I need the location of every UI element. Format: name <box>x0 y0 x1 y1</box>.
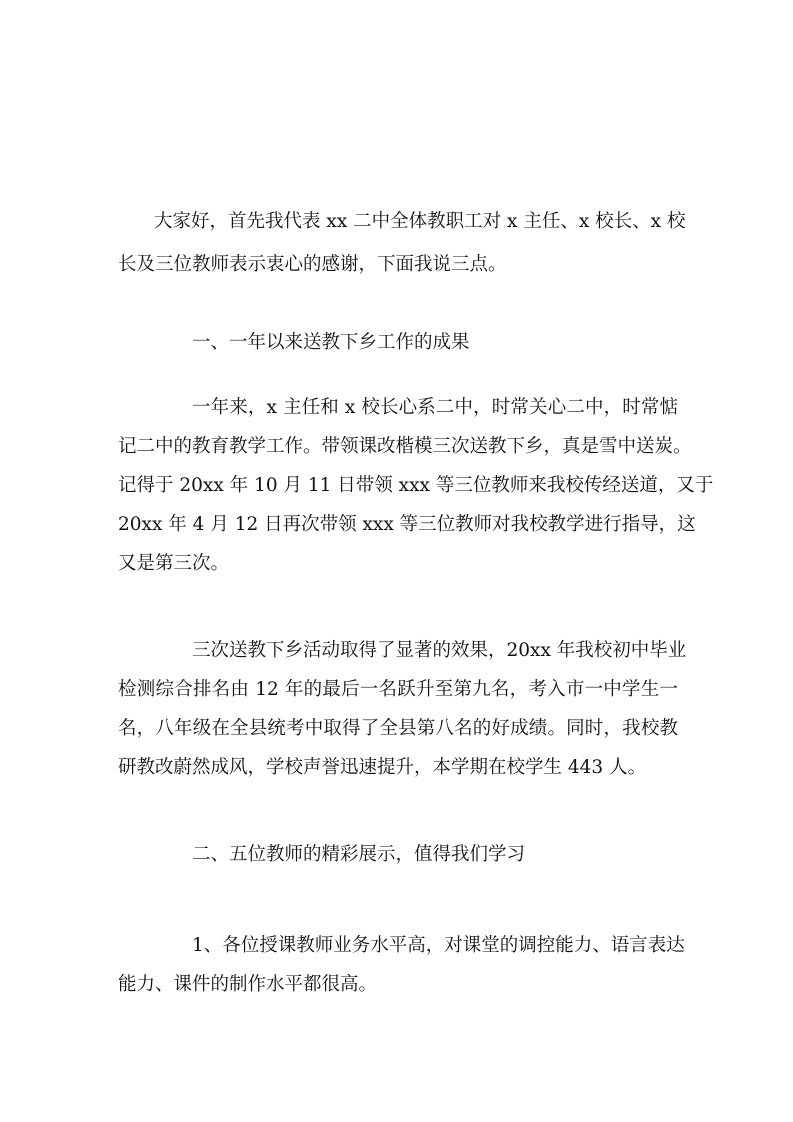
paragraph-achievements-2-line-1: 三次送教下乡活动取得了显著的效果，20xx 年我校初中毕业 <box>192 640 687 661</box>
paragraph-achievements-2-line-3: 名，八年级在全县统考中取得了全县第八名的好成绩。同时，我校教 <box>118 718 678 739</box>
paragraph-point-1-line-1: 1、各位授课教师业务水平高，对课堂的调控能力、语言表达 <box>192 935 685 956</box>
paragraph-greeting-line-1: 大家好，首先我代表 xx 二中全体教职工对 x 主任、x 校长、x 校 <box>154 211 686 232</box>
paragraph-achievements-1-line-4: 20xx 年 4 月 12 日再次带领 xxx 等三位教师对我校教学进行指导，这 <box>118 514 696 535</box>
paragraph-achievements-1-line-3: 记得于 20xx 年 10 月 11 日带领 xxx 等三位教师来我校传经送道，又于 <box>118 475 714 496</box>
paragraph-point-1-line-2: 能力、课件的制作水平都很高。 <box>118 974 378 995</box>
section-heading-1: 一、一年以来送教下乡工作的成果 <box>192 332 470 353</box>
paragraph-achievements-2-line-4: 研教改蔚然成风，学校声誉迅速提升，本学期在校学生 443 人。 <box>118 757 647 778</box>
paragraph-achievements-1-line-1: 一年来，x 主任和 x 校长心系二中，时常关心二中，时常惦 <box>192 397 678 418</box>
section-heading-2: 二、五位教师的精彩展示，值得我们学习 <box>192 844 526 865</box>
paragraph-achievements-1-line-5: 又是第三次。 <box>118 553 230 574</box>
paragraph-achievements-2-line-2: 检测综合排名由 12 年的最后一名跃升至第九名，考入市一中学生一 <box>118 679 678 700</box>
paragraph-achievements-1-line-2: 记二中的教育教学工作。带领课改楷模三次送教下乡，真是雪中送炭。 <box>118 436 692 457</box>
paragraph-greeting-line-2: 长及三位教师表示衷心的感谢，下面我说三点。 <box>118 254 507 275</box>
